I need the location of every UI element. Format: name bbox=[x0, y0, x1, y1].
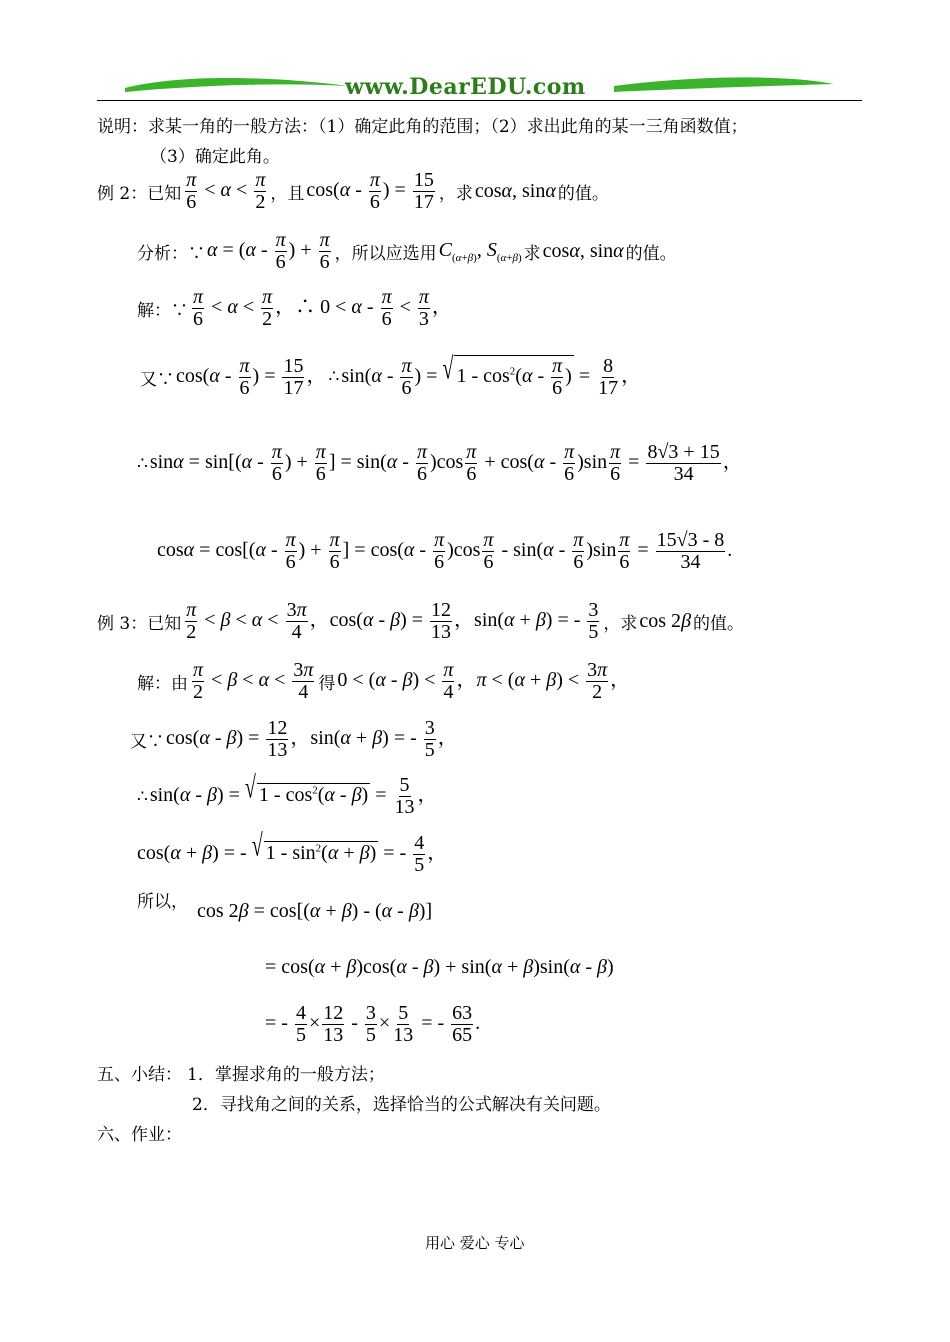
example2-solution-step1: 解：∵ $\frac{\pi}{6}$ < α < $\frac{\pi}{2}$ ，∴ 0 < α - $\frac{\pi}{6}$ < $\frac{\pi}{3}$ ， bbox=[137, 286, 452, 330]
summary-item-2: 2．寻找角之间的关系，选择恰当的公式解决有关问题。 bbox=[192, 1095, 611, 1115]
example3-solution-cos2b: cos 2β = cos[(α + β) - (α - β)] bbox=[197, 900, 433, 922]
method-note-line1: 说明：求某一角的一般方法：（1）确定此角的范围；（2）求出此角的某一三角函数值； bbox=[97, 117, 748, 137]
example2-solution-cos: cosα = cos[(α - $\frac{\pi}{6}$ ) + $\frac{\pi}{6}$ ] = cos(α - $\frac{\pi}{6}$ )cos $\frac{\pi}{6}$ - sin(α - $\frac{\pi}{6}$ )sin $\frac{\pi}{6}$ = $\frac{15√3 - 8}{34}$ . bbox=[157, 529, 733, 573]
example2-solution-sin: ∴ sinα = sin[(α - $\frac{\pi}{6}$ ) + $\frac{\pi}{6}$ ] = sin(α - $\frac{\pi}{6}$ )cos $\frac{\pi}{6}$ + cos(α - $\frac{\pi}{6}$ )sin $\frac{\pi}{6}$ = $\frac{8√3 + 15}{34}$ ， bbox=[137, 441, 743, 485]
example2-statement: 例 2：已知 $\frac{\pi}{6}$ < α < $\frac{\pi}{2}$ ，且 cos(α - $\frac{\pi}{6}$ ) = $\frac{15}{17}$ ，求 cosα, sinα 的值。 bbox=[97, 169, 609, 213]
summary-label: 五、小结： bbox=[97, 1065, 182, 1085]
example3-solution-range: 解：由 $\frac{\pi}{2}$ < β < α < $\frac{3\pi}{4}$ 得 0 < (α - β) < $\frac{\pi}{4}$ ，π < (α + β) < $\frac{3\pi}{2}$ ， bbox=[137, 659, 631, 703]
example3-solution-given: 又∵ cos(α - β) = $\frac{12}{13}$ ，sin(α + β) = - $\frac{3}{5}$ ， bbox=[130, 717, 458, 761]
example3-solution-sin-diff: ∴ sin(α - β) = √ $1 - \cos^2(\alpha - \beta)$ = $\frac{5}{13}$ ， bbox=[137, 771, 438, 818]
header-swoosh-left bbox=[120, 72, 350, 100]
example3-solution-so: 所以， bbox=[137, 892, 188, 912]
site-logo[interactable]: www.DearEDU.com bbox=[345, 74, 586, 100]
homework-label: 六、作业： bbox=[97, 1125, 182, 1145]
example2-solution-step2: 又∵ cos(α - $\frac{\pi}{6}$ ) = $\frac{15}{17}$ ， ∴ sin(α - $\frac{\pi}{6}$ ) = √ $1 - \cos^2(\alpha$ - $\frac{\pi}{6}$ ) = $\frac{8}{17}$ ， bbox=[140, 352, 642, 399]
method-note-line2: （3）确定此角。 bbox=[150, 147, 280, 167]
summary-item-1: 1．掌握求角的一般方法； bbox=[187, 1065, 385, 1085]
header-divider bbox=[97, 100, 862, 101]
example3-solution-expand: = cos(α + β)cos(α - β) + sin(α + β)sin(α - β) bbox=[265, 956, 614, 978]
example3-solution-cos-sum: cos(α + β) = - √ $1 - \sin^2(\alpha + \beta)$ = - $\frac{4}{5}$ ， bbox=[137, 829, 448, 876]
example3-statement: 例 3：已知 $\frac{\pi}{2}$ < β < α < $\frac{3\pi}{4}$ ，cos(α - β) = $\frac{12}{13}$ ，sin(α + β) = - $\frac{3}{5}$ ，求 cos 2β 的值。 bbox=[97, 599, 745, 643]
example2-analysis: 分析：∵ α = (α - $\frac{\pi}{6}$ ) + $\frac{\pi}{6}$ ，所以应选用 $C_{(\alpha+\beta)}$, $S_{(\alpha+\beta)}$ 求 cosα, sinα 的值。 bbox=[137, 229, 677, 273]
example3-solution-result: = - $\frac{4}{5}$ × $\frac{12}{13}$ - $\frac{3}{5}$ × $\frac{5}{13}$ = - $\frac{63}{65}$ . bbox=[265, 1002, 481, 1046]
page-footer: 用心 爱心 专心 bbox=[425, 1234, 525, 1252]
header-swoosh-right bbox=[612, 72, 837, 100]
